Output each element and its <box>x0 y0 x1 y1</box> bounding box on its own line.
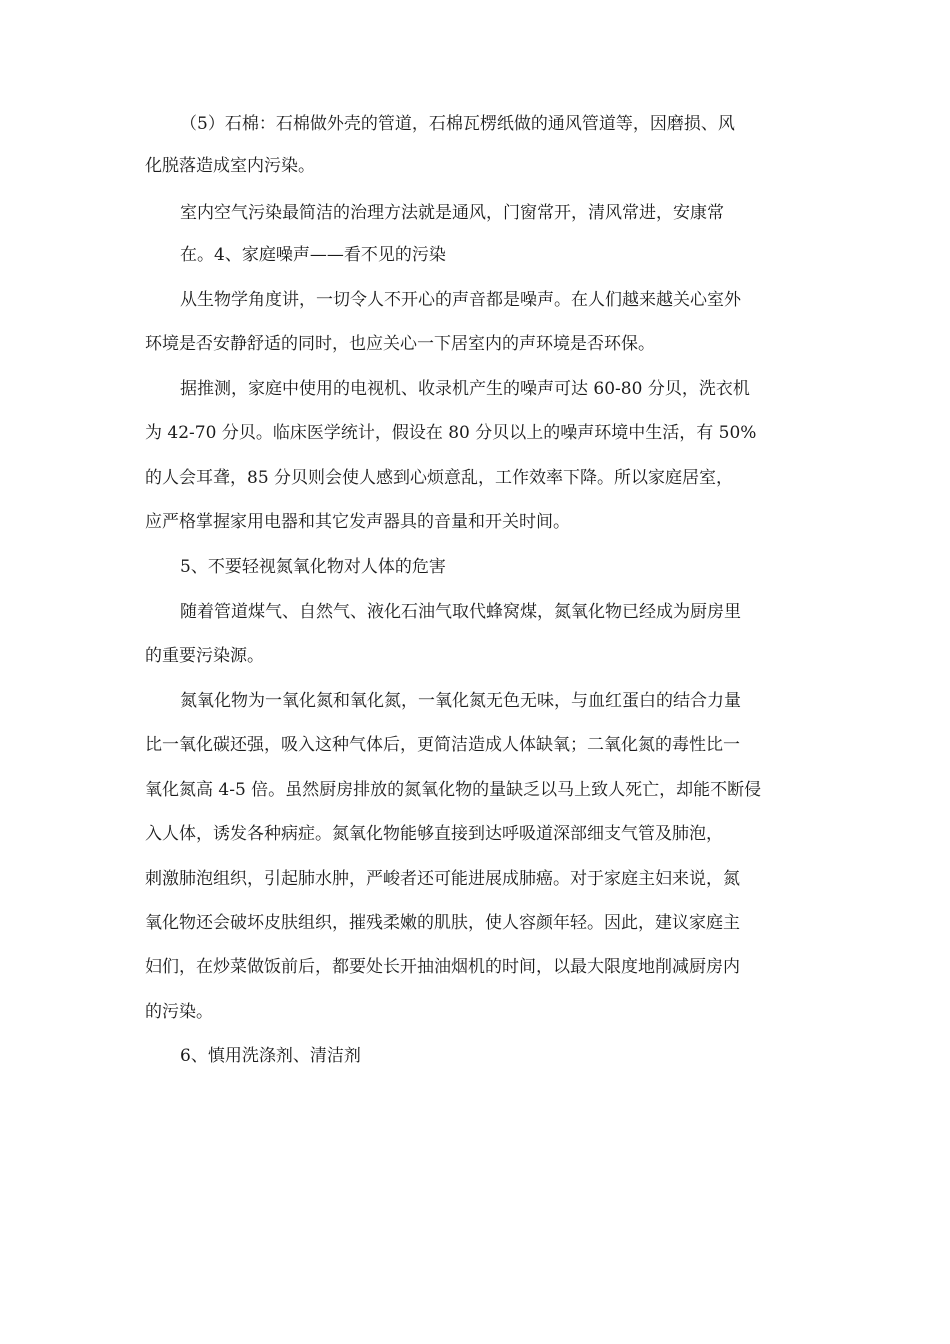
text-line: 妇们，在炒菜做饭前后，都要处长开抽油烟机的时间，以最大限度地削减厨房内 <box>145 957 740 977</box>
text-line: 的污染。 <box>145 1002 213 1022</box>
text-line: 据推测，家庭中使用的电视机、收录机产生的噪声可达 60-80 分贝，洗衣机 <box>180 379 750 399</box>
text-line: 比一氧化碳还强，吸入这种气体后，更简洁造成人体缺氧；二氧化氮的毒性比一 <box>145 735 740 755</box>
text-line: 入人体，诱发各种病症。氮氧化物能够直接到达呼吸道深部细支气管及肺泡， <box>145 824 723 844</box>
text-line: 刺激肺泡组织，引起肺水肿，严峻者还可能进展成肺癌。对于家庭主妇来说，氮 <box>145 869 740 889</box>
text-line: 在。4、家庭噪声——看不见的污染 <box>180 245 446 265</box>
text-line: 为 42-70 分贝。临床医学统计，假设在 80 分贝以上的噪声环境中生活，有 50% <box>145 423 757 443</box>
text-line: 环境是否安静舒适的同时，也应关心一下居室内的声环境是否环保。 <box>145 334 655 354</box>
text-line: 氧化物还会破坏皮肤组织，摧残柔嫩的肌肤，使人容颜年轻。因此，建议家庭主 <box>145 913 740 933</box>
text-line: （5）石棉：石棉做外壳的管道，石棉瓦楞纸做的通风管道等，因磨损、风 <box>180 114 735 134</box>
section-heading: 5、不要轻视氮氧化物对人体的危害 <box>180 557 446 577</box>
section-heading: 6、慎用洗涤剂、清洁剂 <box>180 1046 361 1066</box>
text-line: 的人会耳聋，85 分贝则会使人感到心烦意乱，工作效率下降。所以家庭居室， <box>145 468 734 488</box>
text-line: 从生物学角度讲，一切令人不开心的声音都是噪声。在人们越来越关心室外 <box>180 290 741 310</box>
text-line: 氧化氮高 4-5 倍。虽然厨房排放的氮氧化物的量缺乏以马上致人死亡，却能不断侵 <box>145 780 762 800</box>
text-line: 应严格掌握家用电器和其它发声器具的音量和开关时间。 <box>145 512 570 532</box>
text-line: 化脱落造成室内污染。 <box>145 156 315 176</box>
text-line: 室内空气污染最简洁的治理方法就是通风，门窗常开，清风常进，安康常 <box>180 203 724 223</box>
text-line: 氮氧化物为一氧化氮和氧化氮，一氧化氮无色无味，与血红蛋白的结合力量 <box>180 691 741 711</box>
text-line: 的重要污染源。 <box>145 646 264 666</box>
text-line: 随着管道煤气、自然气、液化石油气取代蜂窝煤，氮氧化物已经成为厨房里 <box>180 602 741 622</box>
